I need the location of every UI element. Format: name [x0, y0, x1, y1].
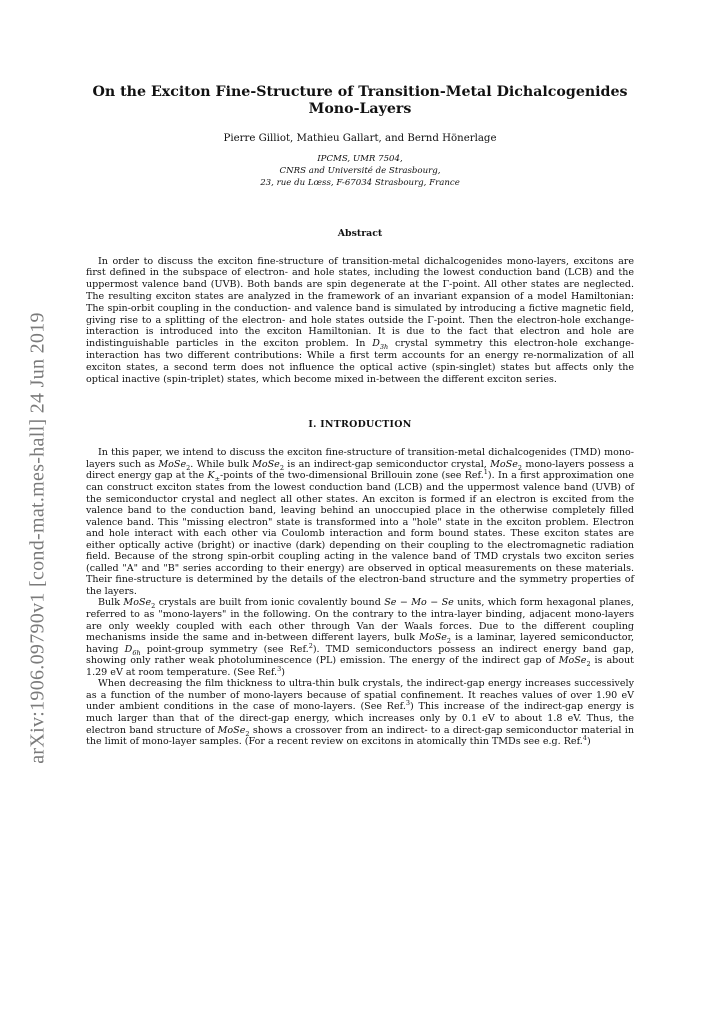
paper-title — [86, 84, 634, 118]
author-list: Pierre Gilliot, Mathieu Gallart, and Bernd Hönerlage — [223, 133, 497, 144]
paper-page — [86, 84, 634, 748]
section-heading: I. INTRODUCTION — [308, 419, 412, 431]
body-paragraph: When decreasing the film thickness to ultra-thin bulk crystals, the indirect-gap energy increases successively as a function of the number of mono-layers because of spatial confinement. It reaches values of over 1.90 eV under ambient conditions in the case of mono-layers. (See Ref.$^3$) This increase of the indirect-gap energy is much larger than that of the direct-gap energy, which increases only by 0.1 eV to about 1.8 eV. Thus, the electron band structure of MoSe$_2$ shows a crossover from an indirect- to a direct-gap semiconductor material in the limit of mono-layer samples. (For a recent review on excitons in atomically thin TMDs see e.g. Ref.$^4$) — [86, 678, 634, 748]
affiliation-line: CNRS and Université de Strasbourg, — [279, 166, 441, 177]
arxiv-stamp — [22, 268, 54, 808]
affiliation-line: IPCMS, UMR 7504, — [317, 154, 403, 164]
affiliation — [86, 153, 634, 190]
title-line-1: On the Exciton Fine-Structure of Transition-Metal Dichalcogenides — [92, 84, 628, 100]
body-paragraph: In this paper, we intend to discuss the exciton fine-structure of transition-metal dichalcogenides (TMD) mono-layers such as MoSe$_2$. While bulk MoSe$_2$ is an indirect-gap semiconductor crystal, MoSe$_2$ mono-layers possess a direct energy gap at the $K_\pm$-points of the two-dimensional Brillouin zone (see Ref.$^1$). In a first approximation one can construct exciton states from the lowest conduction band (LCB) and the uppermost valence band (UVB) of the semiconductor crystal and neglect all other states. An exciton is formed if an electron is excited from the valence band to the conduction band, leaving behind an unoccupied place in the otherwise completely filled valence band. This "missing electron" state is transformed into a "hole" state in the exciton problem. Electron and hole interact with each other via Coulomb interaction and form bound states. These exciton states are either optically active (bright) or inactive (dark) depending on their coupling to the electromagnetic radiation field. Because of the strong spin-orbit coupling acting in the valence band of TMD crystals two exciton series (called "A" and "B" series according to their energy) are observed in optical measurements on these materials. Their fine-structure is determined by the details of the electron-band structure and the symmetry properties of the layers. — [86, 447, 634, 597]
affiliation-line: 23, rue du Lœss, F-67034 Strasbourg, France — [260, 178, 460, 189]
arxiv-identifier: arXiv:1906.09790v1 [cond-mat.mes-hall] 24 Jun 2019 — [26, 312, 49, 764]
body-paragraph: Bulk MoSe$_2$ crystals are built from ionic covalently bound Se − Mo − Se units, which form hexagonal planes, referred to as "mono-layers" in the following. On the contrary to the intra-layer binding, adjacent mono-layers are only weekly coupled with each other through Van der Waals forces. Due to the different coupling mechanisms inside the same and in-between different layers, bulk MoSe$_2$ is a laminar, layered semiconductor, having $D_{6h}$ point-group symmetry (see Ref.$^2$). TMD semiconductors possess an indirect energy band gap, showing only rather weak photoluminescence (PL) emission. The energy of the indirect gap of MoSe$_2$ is about 1.29 eV at room temperature. (See Ref.$^3$) — [86, 597, 634, 678]
abstract-heading: Abstract — [337, 227, 383, 239]
abstract-text: In order to discuss the exciton fine-structure of transition-metal dichalcogenides mono-layers, excitons are first defined in the subspace of electron- and hole states, including the lowest conduction band (LCB) and the uppermost valence band (UVB). Both bands are spin degenerate at the Γ-point. All other states are neglected. The resulting exciton states are analyzed in the framework of an invariant expansion of a model Hamiltonian: The spin-orbit coupling in the conduction- and valence band is simulated by introducing a fictive magnetic field, giving rise to a splitting of the electron- and hole states outside the Γ-point. Then the electron-hole exchange-interaction is introduced into the exciton Hamiltonian. It is due to the fact that electron and hole are indistinguishable particles in the exciton problem. In $D_{3h}$ crystal symmetry this electron-hole exchange-interaction has two different contributions: While a first term accounts for an energy re-normalization of all exciton states, a second term does not influence the optical active (spin-singlet) states but affects only the optical inactive (spin-triplet) states, which become mixed in-between the different exciton series. — [86, 255, 635, 385]
title-line-2: Mono-Layers — [308, 101, 412, 117]
